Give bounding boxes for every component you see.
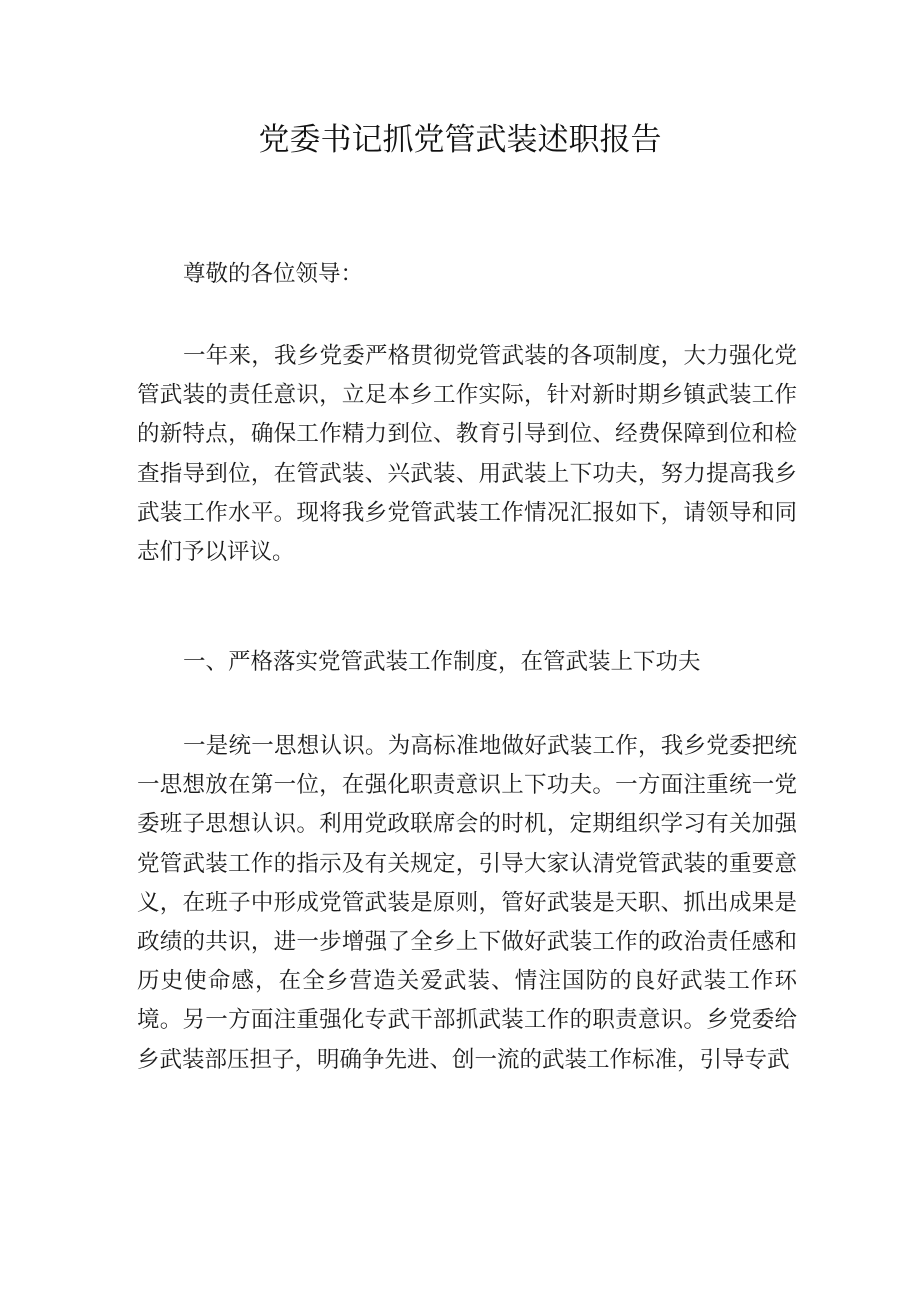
- salutation: 尊敬的各位领导：: [183, 261, 364, 287]
- section-heading-1: 一、严格落实党管武装工作制度，在管武装上下功夫: [183, 649, 701, 675]
- section-1-paragraph: 一是统一思想认识。为高标准地做好武装工作，我乡党委把统一思想放在第一位，在强化职责意识上下功夫。一方面注重统一党委班子思想认识。利用党政联席会的时机，定期组织学习有关加强党管武装工作的指示及有关规定，引导大家认清党管武装的重要意义，在班子中形成党管武装是原则，管好武装是天职、抓出成果是政绩的共识，进一步增强了全乡上下做好武装工作的政治责任感和历史使命感，在全乡营造关爱武装、情注国防的良好武装工作环境。另一方面注重强化专武干部抓武装工作的职责意识。乡党委给乡武装部压担子，明确争先进、创一流的武装工作标准，引导专武: [137, 733, 797, 1073]
- intro-paragraph: 一年来，我乡党委严格贯彻党管武装的各项制度，大力强化党管武装的责任意识，立足本乡工作实际，针对新时期乡镇武装工作的新特点，确保工作精力到位、教育引导到位、经费保障到位和检查指导到位，在管武装、兴武装、用武装上下功夫，努力提高我乡武装工作水平。现将我乡党管武装工作情况汇报如下，请领导和同志们予以评议。: [137, 343, 797, 566]
- document-title: 党委书记抓党管武装述职报告: [258, 122, 662, 158]
